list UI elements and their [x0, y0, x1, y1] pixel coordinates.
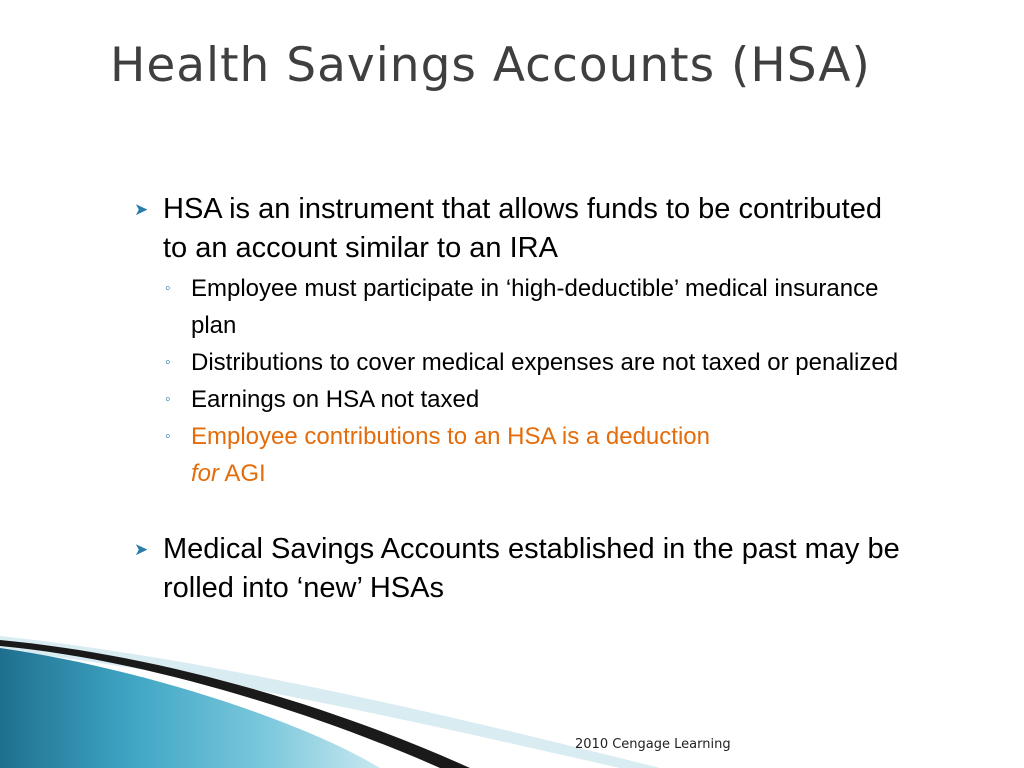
circle-bullet-icon: ◦ — [165, 354, 171, 371]
sub-bullet-4-rest: AGI — [219, 460, 266, 487]
sub-bullet-3 — [132, 381, 902, 418]
sub-bullet-4-text: Employee contributions to an HSA is a deduction — [191, 423, 710, 450]
sub-bullet-2-text: Distributions to cover medical expenses are not taxed or penalized — [191, 349, 899, 376]
arrow-bullet-icon: ➤ — [134, 200, 149, 219]
sub-bullet-4-italic: for — [191, 460, 220, 487]
circle-bullet-icon: ◦ — [165, 280, 171, 297]
circle-bullet-icon: ◦ — [165, 428, 171, 445]
bullet-point-1-text: HSA is an instrument that allows funds to be contributed to an account similar to an IRA — [163, 193, 882, 264]
slide-title: Health Savings Accounts (HSA) — [110, 38, 871, 93]
bullet-point-1 — [132, 190, 902, 268]
footer-copyright: 2010 Cengage Learning — [575, 737, 731, 752]
sub-bullet-1-text: Employee must participate in ‘high-deductible’ medical insurance plan — [191, 275, 879, 339]
circle-bullet-icon: ◦ — [165, 391, 171, 408]
arrow-bullet-icon: ➤ — [134, 540, 149, 559]
sub-bullet-1 — [132, 270, 902, 344]
sub-bullet-3-text: Earnings on HSA not taxed — [191, 386, 480, 413]
slide-body — [132, 190, 902, 608]
sub-bullet-4 — [132, 418, 902, 492]
bullet-point-2 — [132, 530, 902, 608]
sub-bullet-list — [132, 270, 902, 492]
sub-bullet-2 — [132, 344, 902, 381]
bullet-point-2-text: Medical Savings Accounts established in the past may be rolled into ‘new’ HSAs — [163, 533, 900, 604]
spacer — [132, 492, 902, 530]
